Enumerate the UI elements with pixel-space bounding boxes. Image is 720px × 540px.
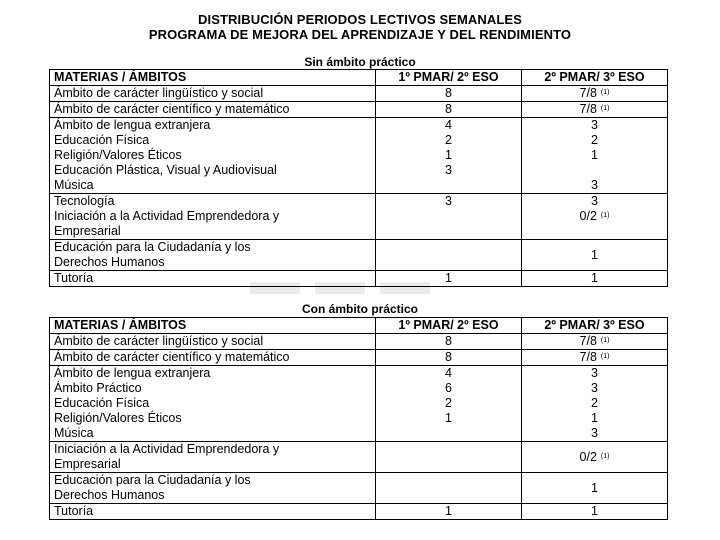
value-3eso: 2 — [591, 133, 598, 147]
table-row — [50, 118, 668, 194]
periods-2eso-cell — [376, 350, 522, 366]
value-3eso-line — [526, 334, 663, 349]
value-3eso-line — [526, 411, 663, 426]
value-2eso — [380, 457, 517, 472]
value-3eso: 3 — [591, 366, 598, 380]
subject-cell — [50, 86, 376, 102]
value-3eso-line — [526, 426, 663, 441]
subject-label: Derechos Humanos — [54, 255, 165, 269]
periods-3eso-cell — [522, 350, 668, 366]
periods-2eso-cell — [376, 240, 522, 271]
subject-label: Educación para la Ciudadanía y los — [54, 240, 251, 254]
periods-2eso-cell — [376, 334, 522, 350]
periods-3eso-cell — [522, 271, 668, 287]
value-2eso — [380, 426, 517, 441]
document-title-line-2: PROGRAMA DE MEJORA DEL APRENDIZAJE Y DEL RENDIMIENTO — [148, 27, 572, 42]
value-2eso: 4 — [445, 366, 452, 380]
periods-2eso-cell — [376, 118, 522, 194]
value-2eso — [380, 255, 517, 270]
table-row — [50, 366, 668, 442]
value-2eso: 2 — [445, 133, 452, 147]
column-header: MATERIAS / ÁMBITOS — [50, 70, 376, 86]
value-2eso: 4 — [445, 118, 452, 132]
subject-label: Iniciación a la Actividad Emprendedora y — [54, 442, 280, 456]
value-2eso: 2 — [445, 396, 452, 410]
subject-cell — [50, 473, 376, 504]
table-1-heading: Sin ámbito práctico — [304, 55, 416, 69]
subject-cell — [50, 240, 376, 271]
subject-cell — [50, 504, 376, 520]
value-3eso-line — [526, 224, 663, 239]
value-3eso: 3 — [591, 194, 598, 208]
value-2eso: 1 — [445, 504, 452, 518]
subject-label: Religión/Valores Éticos — [54, 411, 182, 425]
subject-cell — [50, 102, 376, 118]
periods-2eso-cell — [376, 102, 522, 118]
subject-label: Educación Física — [54, 396, 150, 410]
value-3eso-line — [526, 178, 663, 193]
periods-3eso-cell — [522, 334, 668, 350]
header-row — [50, 70, 668, 86]
value-3eso: 3 — [591, 426, 598, 440]
value-3eso-line — [526, 148, 663, 163]
table-row — [50, 442, 668, 473]
subject-cell — [50, 118, 376, 194]
value-3eso: 7/8 — [579, 102, 597, 116]
value-2eso — [380, 209, 517, 224]
value-2eso — [380, 240, 517, 255]
value-3eso-line — [526, 118, 663, 133]
value-2eso — [380, 442, 517, 457]
subject-label: Tutoría — [54, 504, 94, 518]
value-3eso: 1 — [591, 148, 598, 162]
value-3eso-line — [526, 396, 663, 411]
subject-label: Iniciación a la Actividad Emprendedora y — [54, 209, 280, 223]
table-row — [50, 504, 668, 520]
periods-3eso-cell — [522, 102, 668, 118]
periods-2eso-cell — [376, 194, 522, 240]
subject-label: Educación Plástica, Visual y Audiovisual — [54, 163, 277, 177]
value-3eso: 3 — [591, 381, 598, 395]
value-3eso: 0/2 — [579, 449, 597, 464]
value-2eso — [380, 224, 517, 239]
value-3eso-line — [526, 194, 663, 209]
periods-2eso-cell — [376, 473, 522, 504]
periods-3eso-cell — [522, 86, 668, 102]
periods-3eso-cell — [522, 473, 668, 504]
value-3eso-line — [526, 163, 663, 178]
subject-cell — [50, 194, 376, 240]
value-2eso: 3 — [445, 163, 452, 177]
column-header: 2º PMAR/ 3º ESO — [522, 70, 668, 86]
table-sin-ambito-practico — [49, 69, 668, 287]
value-3eso: 1 — [591, 504, 598, 518]
value-3eso-line — [526, 504, 663, 519]
periods-2eso-cell — [376, 366, 522, 442]
periods-2eso-cell — [376, 86, 522, 102]
subject-cell — [50, 334, 376, 350]
footnote-marker: (1) — [600, 353, 610, 360]
subject-label: Ámbito de carácter científico y matemático — [54, 350, 290, 364]
footnote-marker: (1) — [600, 89, 610, 96]
table-row — [50, 350, 668, 366]
subject-cell — [50, 442, 376, 473]
column-header: 1º PMAR/ 2º ESO — [376, 70, 522, 86]
value-2eso: 1 — [445, 271, 452, 285]
subject-label: Empresarial — [54, 224, 121, 238]
value-3eso: 2 — [591, 396, 598, 410]
value-3eso-line — [526, 450, 663, 465]
value-3eso-line — [526, 248, 663, 263]
periods-3eso-cell — [522, 504, 668, 520]
value-2eso: 8 — [445, 102, 452, 116]
value-3eso-line — [526, 271, 663, 286]
value-3eso: 7/8 — [579, 334, 597, 348]
subject-label: Religión/Valores Éticos — [54, 148, 182, 162]
subject-cell — [50, 350, 376, 366]
value-3eso-line — [526, 86, 663, 101]
value-3eso-line — [526, 209, 663, 224]
subject-label: Empresarial — [54, 457, 121, 471]
subject-label: Ámbito de lengua extranjera — [54, 118, 211, 132]
footnote-marker: (1) — [600, 105, 610, 112]
table-row — [50, 86, 668, 102]
value-3eso: 1 — [591, 411, 598, 425]
subject-label: Música — [54, 426, 94, 440]
value-2eso: 1 — [445, 148, 452, 162]
value-3eso: 1 — [591, 247, 598, 262]
value-2eso: 3 — [445, 194, 452, 208]
subject-label: Derechos Humanos — [54, 488, 165, 502]
value-2eso — [380, 488, 517, 503]
document-title-line-1: DISTRIBUCIÓN PERIODOS LECTIVOS SEMANALES — [198, 12, 522, 27]
value-3eso: 7/8 — [579, 86, 597, 100]
value-3eso: 0/2 — [579, 209, 597, 223]
value-3eso: 1 — [591, 271, 598, 285]
column-header: MATERIAS / ÁMBITOS — [50, 318, 376, 334]
table-con-ambito-practico — [49, 317, 668, 520]
periods-2eso-cell — [376, 504, 522, 520]
value-2eso — [380, 178, 517, 193]
header-row — [50, 318, 668, 334]
subject-label: Tecnología — [54, 194, 115, 208]
value-3eso-line — [526, 102, 663, 117]
table-row — [50, 194, 668, 240]
subject-cell — [50, 366, 376, 442]
subject-label: Ámbito Práctico — [54, 381, 142, 395]
subject-label: Tutoría — [54, 271, 94, 285]
value-3eso: 1 — [591, 480, 598, 495]
value-3eso-line — [526, 381, 663, 396]
table-row — [50, 334, 668, 350]
value-2eso: 6 — [445, 381, 452, 395]
periods-3eso-cell — [522, 194, 668, 240]
subject-label: Educación Física — [54, 133, 150, 147]
value-3eso-line — [526, 133, 663, 148]
column-header: 2º PMAR/ 3º ESO — [522, 318, 668, 334]
value-3eso-line — [526, 350, 663, 365]
table-row — [50, 473, 668, 504]
watermark-graphic — [240, 280, 440, 296]
subject-label: Ámbito de carácter lingüístico y social — [54, 86, 264, 100]
periods-3eso-cell — [522, 118, 668, 194]
value-2eso: 8 — [445, 334, 452, 348]
value-3eso: 7/8 — [579, 350, 597, 364]
table-row — [50, 102, 668, 118]
subject-label: Ámbito de carácter lingüístico y social — [54, 334, 264, 348]
footnote-marker: (1) — [600, 452, 610, 460]
column-header: 1º PMAR/ 2º ESO — [376, 318, 522, 334]
value-2eso: 1 — [445, 411, 452, 425]
table-row — [50, 240, 668, 271]
value-2eso — [380, 473, 517, 488]
subject-label: Ámbito de carácter científico y matemático — [54, 102, 290, 116]
table-2-heading: Con ámbito práctico — [301, 302, 418, 316]
footnote-marker: (1) — [600, 212, 610, 219]
footnote-marker: (1) — [600, 337, 610, 344]
value-3eso: 3 — [591, 178, 598, 192]
periods-3eso-cell — [522, 442, 668, 473]
periods-3eso-cell — [522, 366, 668, 442]
value-3eso-line — [526, 481, 663, 496]
periods-3eso-cell — [522, 240, 668, 271]
subject-label: Educación para la Ciudadanía y los — [54, 473, 251, 487]
periods-2eso-cell — [376, 442, 522, 473]
value-2eso: 8 — [445, 86, 452, 100]
subject-label: Ámbito de lengua extranjera — [54, 366, 211, 380]
value-3eso: 3 — [591, 118, 598, 132]
subject-label: Música — [54, 178, 94, 192]
value-3eso-line — [526, 366, 663, 381]
value-2eso: 8 — [445, 350, 452, 364]
